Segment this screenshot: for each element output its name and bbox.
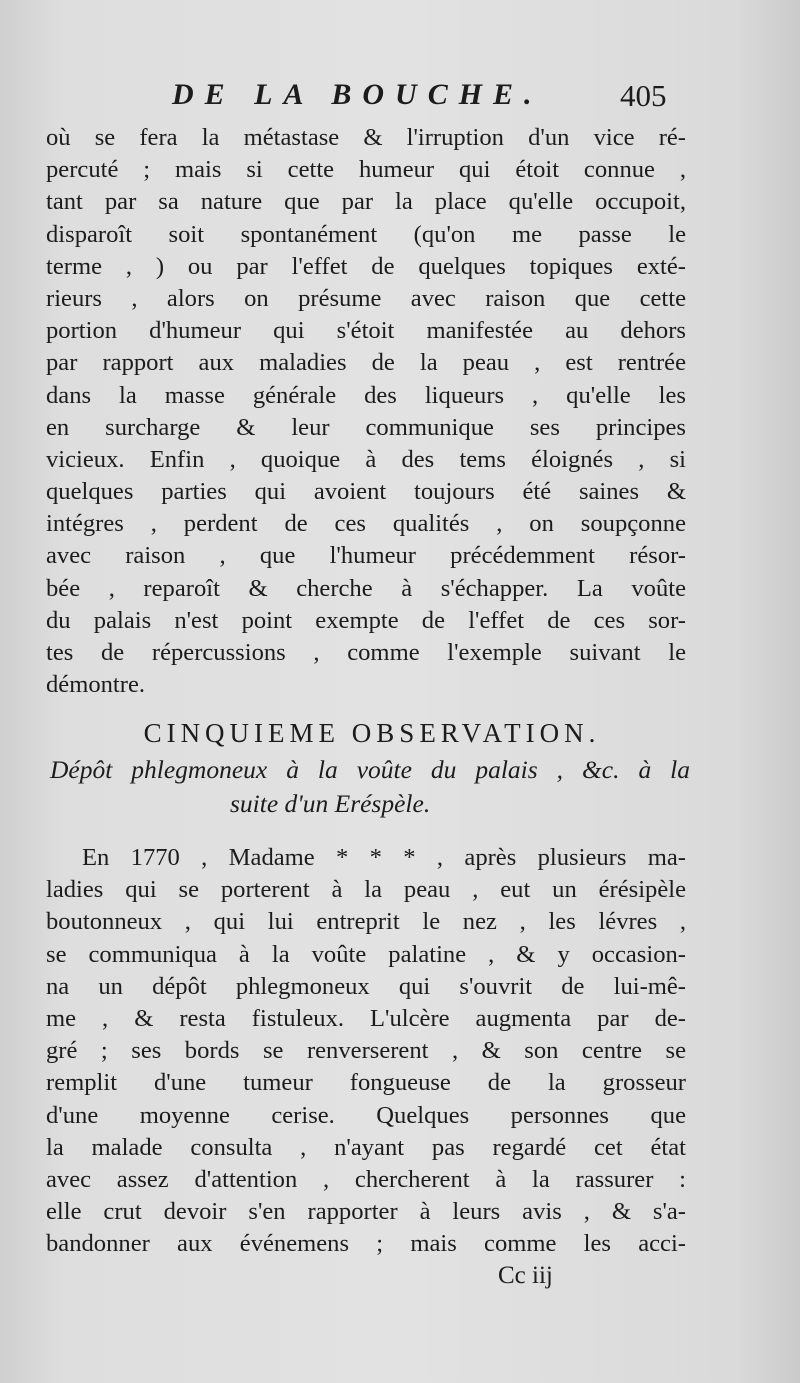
text-line: percuté ; mais si cette humeur qui étoit connue , bbox=[46, 156, 686, 184]
text-line: où se fera la métastase & l'irruption d'un vice ré- bbox=[46, 124, 686, 151]
text-line: dans la masse générale des liqueurs , qu'elle les bbox=[46, 381, 686, 409]
signature-mark: Cc iij bbox=[498, 1262, 553, 1289]
text-line: rieurs , alors on présume avec raison que cette bbox=[46, 284, 686, 312]
text-line: boutonneux , qui lui entreprit le nez , les lévres , bbox=[46, 908, 686, 936]
observation-subtitle-line-2: suite d'un Eréspèle. bbox=[230, 789, 431, 818]
text-line: ladies qui se porterent à la peau , eut un érésipèle bbox=[46, 876, 686, 904]
text-line: d'une moyenne cerise. Quelques personnes que bbox=[46, 1101, 686, 1129]
text-line: intégres , perdent de ces qualités , on soupçonne bbox=[46, 510, 686, 538]
observation-title: CINQUIEME OBSERVATION. bbox=[143, 718, 601, 748]
running-head bbox=[0, 78, 800, 118]
text-line: se communiqua à la voûte palatine , & y occasion- bbox=[46, 940, 686, 968]
text-line: En 1770 , Madame * * * , après plusieurs ma- bbox=[82, 844, 686, 871]
text-line: remplit d'une tumeur fongueuse de la grosseur bbox=[46, 1069, 686, 1097]
text-line: vicieux. Enfin , quoique à des tems éloignés , si bbox=[46, 445, 686, 473]
text-line: démontre. bbox=[46, 671, 146, 699]
text-line: par rapport aux maladies de la peau , est rentrée bbox=[46, 349, 686, 377]
text-line: bandonner aux événemens ; mais comme les acci- bbox=[46, 1230, 686, 1258]
text-line: na un dépôt phlegmoneux qui s'ouvrit de lui-mê- bbox=[46, 972, 686, 1000]
text-line: tes de répercussions , comme l'exemple suivant le bbox=[46, 639, 686, 666]
text-line: me , & resta fistuleux. L'ulcère augmenta par de- bbox=[46, 1004, 686, 1032]
text-line: la malade consulta , n'ayant pas regardé cet état bbox=[46, 1133, 686, 1161]
observation-subtitle-line-1: Dépôt phlegmoneux à la voûte du palais , &c. à la bbox=[50, 755, 690, 784]
text-line: quelques parties qui avoient toujours été saines & bbox=[46, 478, 686, 506]
text-line: avec assez d'attention , chercherent à la rassurer : bbox=[46, 1165, 686, 1193]
text-line: gré ; ses bords se renverserent , & son centre se bbox=[46, 1037, 686, 1065]
text-line: du palais n'est point exempte de l'effet de ces sor- bbox=[46, 606, 686, 634]
text-line: avec raison , que l'humeur précédemment résor- bbox=[46, 542, 686, 570]
text-line: elle crut devoir s'en rapporter à leurs avis , & s'a- bbox=[46, 1198, 686, 1226]
text-line: bée , reparoît & cherche à s'échapper. La voûte bbox=[46, 574, 686, 602]
text-line: portion d'humeur qui s'étoit manifestée au dehors bbox=[46, 317, 686, 345]
text-line: terme , ) ou par l'effet de quelques topiques exté- bbox=[46, 252, 686, 280]
paragraph-2 bbox=[46, 842, 686, 1260]
page-number: 405 bbox=[620, 78, 667, 113]
paragraph-1 bbox=[46, 122, 686, 701]
text-line: disparoît soit spontanément (qu'on me passe le bbox=[46, 220, 686, 248]
text-line: tant par sa nature que par la place qu'elle occupoit, bbox=[46, 188, 686, 216]
text-line: en surcharge & leur communique ses principes bbox=[46, 413, 686, 441]
running-head-title: DE LA BOUCHE. bbox=[172, 78, 543, 111]
